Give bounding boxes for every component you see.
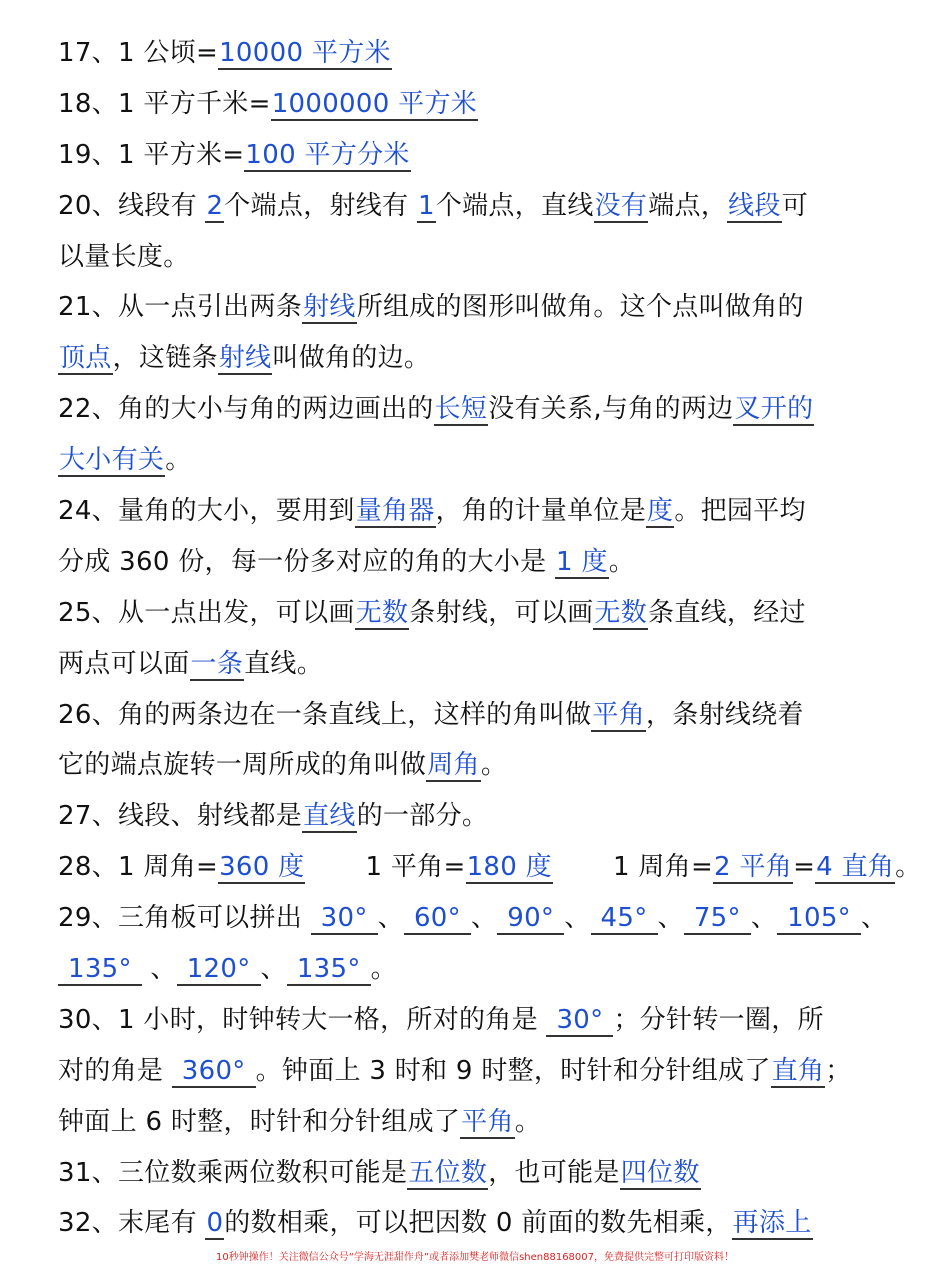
answer-fill: 0 — [206, 1208, 224, 1239]
static-text: 31、三位数乘两位数积可能是 — [58, 1157, 408, 1188]
static-text: 的数相乘，可以把因数 0 前面的数先相乘， — [224, 1208, 732, 1239]
text-line — [58, 333, 888, 384]
static-text: ，这链条 — [112, 343, 218, 374]
answer-fill: 360 度 — [219, 852, 305, 883]
static-text: 可 — [781, 190, 809, 221]
static-text: 。 — [480, 750, 508, 781]
static-text: ，也可能是 — [488, 1157, 620, 1188]
static-text: 、 — [377, 903, 404, 934]
static-text: 、 — [564, 903, 591, 934]
static-text: ； — [825, 1055, 852, 1086]
text-line — [58, 384, 888, 435]
static-text: 它的端点旋转一周所成的角叫做 — [58, 750, 427, 781]
answer-fill: 一条 — [190, 648, 244, 679]
text-line — [58, 130, 888, 181]
static-text: 、 — [260, 954, 287, 985]
answer-fill: 45° — [591, 903, 658, 935]
answer-fill: 射线 — [303, 292, 356, 323]
answer-fill: 90° — [497, 903, 564, 935]
answer-fill: 30° — [311, 903, 378, 935]
footer-note: 10秒钟操作！关注微信公众号“学海无涯甜作舟”或者添加樊老师微信shen88168007，免费提供完整可打印版资料！ — [215, 1252, 735, 1263]
static-text: 18、1 平方千米= — [58, 88, 271, 119]
answer-fill: 顶点 — [59, 343, 112, 374]
text-line — [58, 79, 888, 130]
static-text: 、 — [860, 903, 888, 934]
static-text: 条射线，可以画 — [409, 597, 594, 628]
answer-fill: 2 平角 — [714, 852, 793, 883]
text-line — [58, 435, 888, 486]
answer-fill: 2 — [206, 190, 224, 221]
text-line — [58, 28, 888, 79]
static-text: 分成 360 份，每一份多对应的角的大小是 — [58, 546, 556, 577]
answer-fill: 大小有关 — [59, 445, 165, 476]
static-text: 。钟面上 3 时和 9 时整，时针和分针组成了 — [255, 1055, 771, 1086]
answer-fill: 射线 — [218, 343, 272, 374]
static-text: 21、从一点引出两条 — [58, 292, 303, 323]
answer-fill: 直线 — [303, 801, 356, 832]
text-line — [58, 1148, 888, 1199]
text-line — [58, 282, 888, 333]
static-text: 20、线段有 — [58, 190, 206, 221]
static-text: 27、线段、射线都是 — [58, 801, 303, 832]
static-text: 32、末尾有 — [58, 1208, 206, 1239]
static-text: 24、量角的大小，要用到 — [58, 496, 355, 527]
text-line — [58, 181, 888, 232]
answer-fill: 周角 — [427, 750, 480, 781]
static-text: 所组成的图形叫做角。这个点叫做角的 — [356, 292, 804, 323]
answer-fill: 100 平方分米 — [245, 139, 410, 170]
static-text: 。 — [165, 445, 192, 476]
answer-fill: 360° — [172, 1056, 256, 1088]
static-text: 叫做角的边。 — [272, 343, 431, 374]
static-text: 直线。 — [244, 648, 324, 679]
static-text: 、 — [657, 903, 684, 934]
static-text: ，条射线绕着 — [646, 699, 804, 730]
static-text: ，角的计量单位是 — [435, 496, 646, 527]
answer-fill: 长短 — [434, 394, 488, 425]
answer-fill: 1 度 — [556, 546, 608, 577]
static-text: 28、1 周角= — [58, 852, 219, 883]
static-text: 、 — [470, 903, 498, 934]
static-text: 钟面上 6 时整，时针和分针组成了 — [58, 1106, 461, 1137]
worksheet-content — [58, 28, 922, 1249]
static-text: ；分针转一圈，所 — [613, 1004, 824, 1035]
static-text: 以量长度。 — [58, 241, 190, 272]
text-line — [58, 588, 888, 639]
text-line — [58, 740, 888, 791]
answer-fill: 无数 — [594, 597, 648, 628]
text-line — [58, 944, 888, 995]
static-text: 、 — [750, 903, 778, 934]
text-line — [58, 791, 888, 842]
static-text: 端点， — [648, 190, 728, 221]
static-text: 。 — [370, 954, 397, 985]
answer-fill: 没有 — [594, 190, 648, 221]
text-line — [58, 690, 888, 741]
answer-fill: 60° — [404, 903, 471, 935]
static-text: 。 — [608, 546, 636, 577]
text-line — [58, 1097, 888, 1148]
answer-fill: 4 直角 — [816, 852, 895, 883]
static-text: 19、1 平方米= — [58, 139, 245, 170]
static-text: 的一部分。 — [356, 801, 489, 832]
static-text: 29、三角板可以拼出 — [58, 903, 311, 934]
text-line — [58, 995, 888, 1046]
answer-fill: 30° — [546, 1005, 613, 1037]
answer-fill: 1 — [417, 190, 435, 221]
static-text: 。 — [514, 1106, 542, 1137]
answer-fill: 180 度 — [466, 852, 552, 883]
answer-fill: 105° — [777, 903, 861, 935]
static-text: 30、1 小时，时钟转大一格，所对的角是 — [58, 1004, 547, 1035]
static-text: 1 周角= — [612, 852, 714, 883]
text-line — [58, 537, 888, 588]
answer-fill: 无数 — [355, 597, 409, 628]
answer-fill: 度 — [647, 496, 674, 527]
static-text: 个端点，直线 — [435, 190, 594, 221]
text-line — [58, 232, 888, 283]
static-text: 没有关系,与角的两边 — [488, 394, 734, 425]
answer-fill: 平角 — [461, 1106, 514, 1137]
static-text: 个端点，射线有 — [224, 190, 417, 221]
answer-fill: 120° — [177, 954, 261, 986]
static-text: 条直线，经过 — [648, 597, 806, 628]
answer-fill: 10000 平方米 — [219, 38, 391, 68]
static-text: 17、1 公顷= — [58, 38, 219, 68]
answer-fill: 叉开的 — [734, 394, 814, 425]
text-line — [58, 486, 888, 537]
answer-fill: 135° — [287, 954, 371, 986]
text-line — [58, 639, 888, 690]
static-text: 。 — [895, 852, 922, 883]
text-line — [58, 1198, 888, 1249]
answer-fill: 再添上 — [732, 1208, 812, 1239]
static-text: 25、从一点出发，可以画 — [58, 597, 355, 628]
static-text: 。把园平均 — [674, 496, 806, 527]
answer-fill: 量角器 — [355, 496, 435, 527]
static-text: 对的角是 — [58, 1055, 172, 1086]
answer-fill: 五位数 — [408, 1157, 488, 1188]
answer-fill: 平角 — [592, 699, 645, 730]
answer-fill: 75° — [684, 903, 751, 935]
answer-fill: 135° — [58, 954, 142, 986]
answer-fill: 四位数 — [620, 1157, 700, 1188]
static-text: 26、角的两条边在一条直线上，这样的角叫做 — [58, 699, 592, 730]
answer-fill: 直角 — [771, 1055, 825, 1086]
static-text: 、 — [141, 954, 177, 985]
static-text: 22、角的大小与角的两边画出的 — [58, 394, 434, 425]
static-text: 两点可以面 — [58, 648, 190, 679]
text-line — [58, 1046, 888, 1097]
static-text: = — [793, 852, 816, 883]
static-text: 1 平角= — [365, 852, 466, 883]
answer-fill: 线段 — [728, 190, 781, 221]
answer-fill: 1000000 平方米 — [271, 88, 478, 119]
text-line — [58, 842, 922, 893]
text-line — [58, 893, 888, 944]
